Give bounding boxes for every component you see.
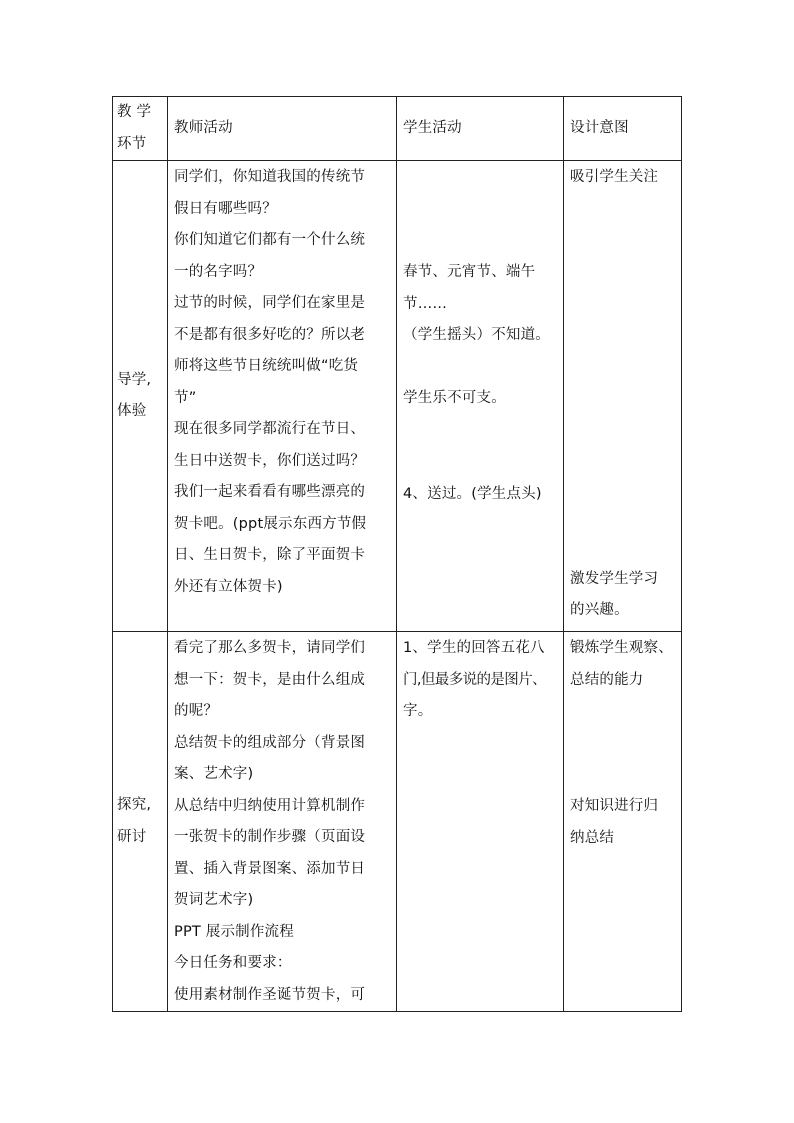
header-stage-line2: 环节 bbox=[117, 135, 147, 152]
text-line: 总结贺卡的组成部分（背景图 bbox=[174, 734, 366, 751]
stage-cell bbox=[113, 632, 168, 1012]
text-line: 贺词艺术字) bbox=[174, 892, 254, 908]
text-line: 节…… bbox=[403, 295, 448, 312]
text-line: 字。 bbox=[403, 703, 433, 719]
text-line: 我们一起来看看有哪些漂亮的 bbox=[174, 484, 366, 500]
text-line: 贺卡吧。(ppt展示东西方节假 bbox=[174, 515, 367, 532]
header-teacher: 教师活动 bbox=[168, 97, 397, 161]
text-line: PPT 展示制作流程 bbox=[174, 923, 294, 940]
table-row bbox=[113, 161, 682, 632]
text-line: 生日中送贺卡，你们送过吗？ bbox=[174, 452, 366, 469]
text-line: 师将这些节日统统叫做“吃货 bbox=[174, 358, 359, 374]
text-line: 激发学生学习 bbox=[570, 570, 659, 587]
text-line: （学生摇头）不知道。 bbox=[403, 327, 550, 343]
text-line: 你们知道它们都有一个什么统 bbox=[174, 232, 366, 248]
header-stage bbox=[113, 97, 168, 161]
header-intent: 设计意图 bbox=[564, 97, 682, 161]
stage-cell bbox=[113, 161, 168, 632]
table-header-row bbox=[113, 97, 682, 161]
text-line: 一张贺卡的制作步骤（页面设 bbox=[174, 829, 366, 845]
text-line: 看完了那么多贺卡，请同学们 bbox=[174, 640, 366, 656]
text-line: 从总结中归纳使用计算机制作 bbox=[174, 797, 366, 814]
lesson-plan-table bbox=[112, 96, 682, 1012]
student-activity-cell bbox=[397, 632, 564, 1012]
text-line: 使用素材制作圣诞节贺卡，可 bbox=[174, 986, 366, 1003]
text-line: 现在很多同学都流行在节日、 bbox=[174, 421, 366, 437]
text-line: 学生乐不可支。 bbox=[403, 390, 506, 406]
text-line: 4、送过。(学生点头) bbox=[403, 485, 542, 502]
text-line: 假日有哪些吗？ bbox=[174, 200, 277, 217]
text-line: 总结的能力 bbox=[570, 671, 644, 688]
stage-line: 体验 bbox=[117, 403, 147, 419]
text-line: 的呢？ bbox=[174, 703, 219, 719]
text-line: 案、艺术字) bbox=[174, 766, 254, 782]
text-line: 过节的时候，同学们在家里是 bbox=[174, 295, 366, 311]
text-line: 对知识进行归 bbox=[570, 798, 659, 814]
design-intent-cell bbox=[564, 161, 682, 632]
text-line: 同学们，你知道我国的传统节 bbox=[174, 169, 366, 185]
text-line: 锻炼学生观察、 bbox=[570, 640, 673, 656]
text-line: 春节、元宵节、端午 bbox=[403, 264, 536, 280]
stage-line: 研讨 bbox=[117, 828, 147, 845]
text-line: 一的名字吗？ bbox=[174, 263, 263, 280]
text-line: 门,但最多说的是图片、 bbox=[403, 671, 547, 688]
text-line: 吸引学生关注 bbox=[570, 169, 659, 185]
text-line: 的兴趣。 bbox=[570, 602, 629, 618]
header-stage-line1: 教 学 bbox=[117, 104, 152, 120]
text-line: 想一下：贺卡，是由什么组成 bbox=[174, 671, 366, 688]
text-line: 不是都有很多好吃的？所以老 bbox=[174, 326, 366, 343]
teacher-activity-cell bbox=[168, 161, 397, 632]
teacher-activity-cell bbox=[168, 632, 397, 1012]
student-activity-cell bbox=[397, 161, 564, 632]
text-line: 外还有立体贺卡) bbox=[174, 578, 283, 595]
text-line: 置、插入背景图案、添加节日 bbox=[174, 860, 366, 877]
text-line: 节” bbox=[174, 389, 197, 406]
text-line: 1、学生的回答五花八 bbox=[403, 640, 545, 656]
stage-line: 导学, bbox=[117, 371, 152, 388]
design-intent-cell bbox=[564, 632, 682, 1012]
stage-line: 探究, bbox=[117, 797, 152, 813]
text-line: 日、生日贺卡，除了平面贺卡 bbox=[174, 547, 366, 563]
text-line: 今日任务和要求： bbox=[174, 955, 292, 971]
text-line: 纳总结 bbox=[570, 829, 615, 846]
table-row bbox=[113, 632, 682, 1012]
header-student: 学生活动 bbox=[397, 97, 564, 161]
